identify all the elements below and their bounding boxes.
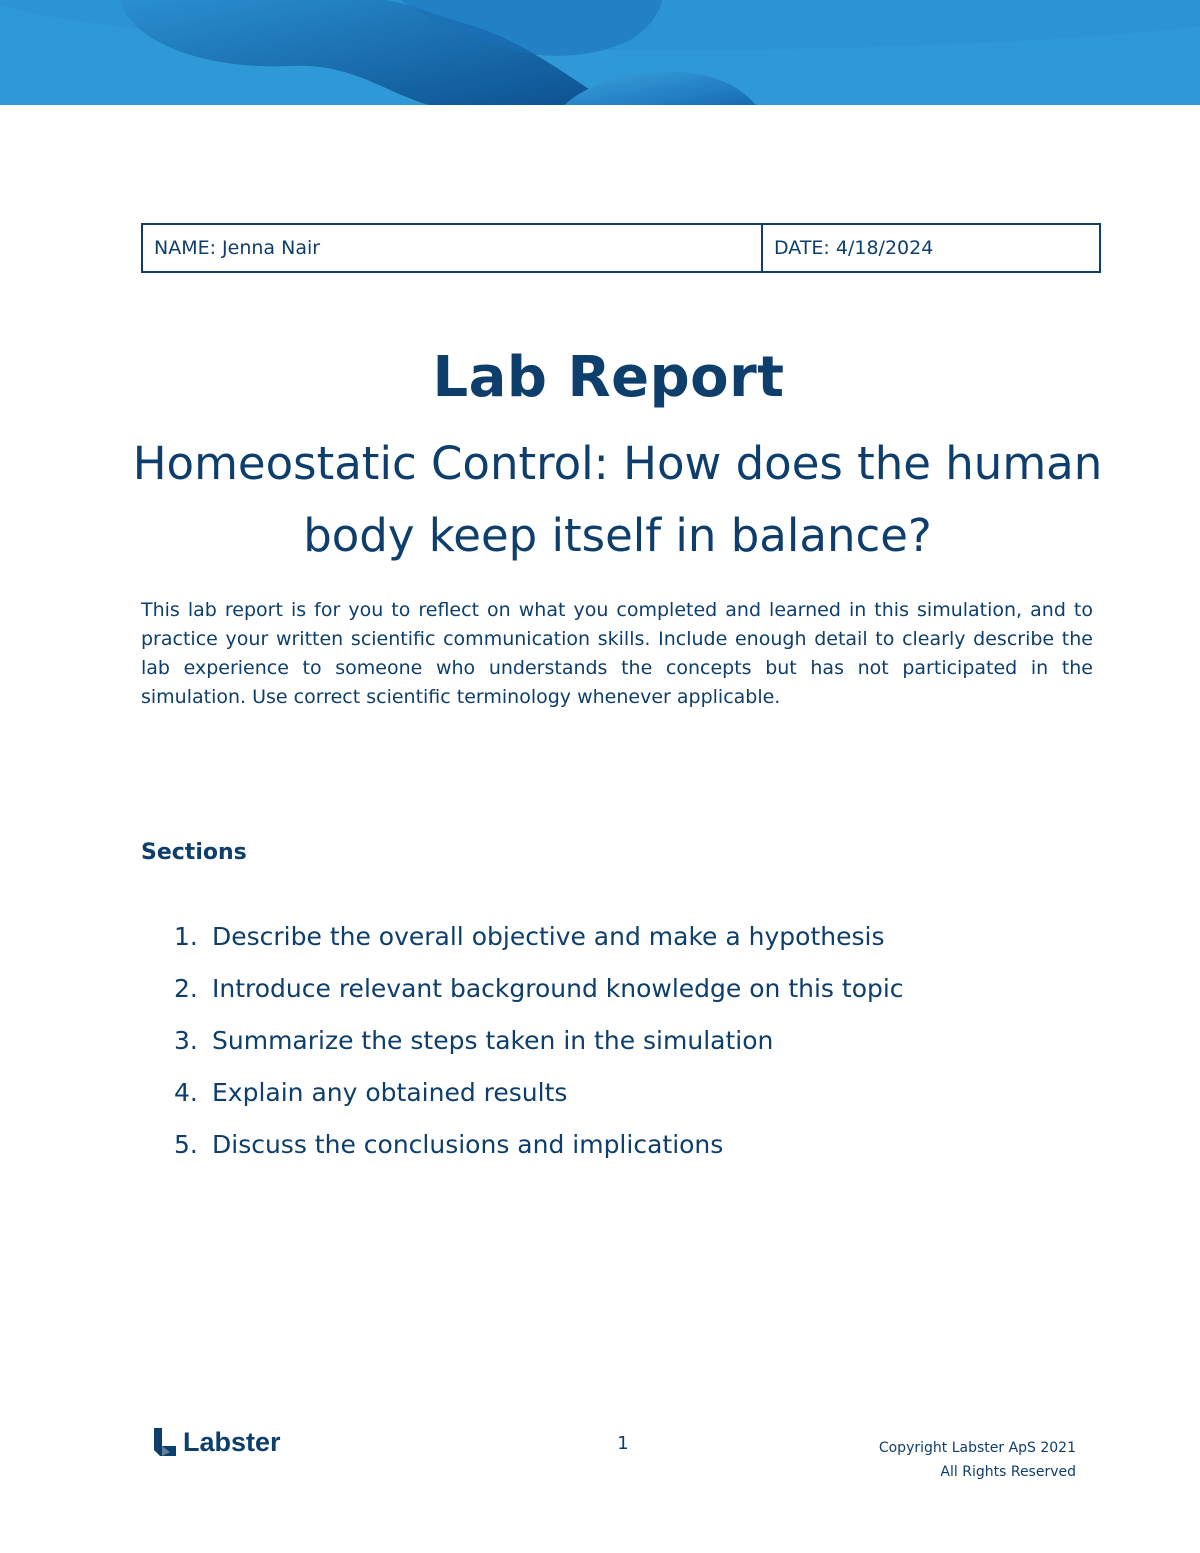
date-cell[interactable]: DATE: 4/18/2024 bbox=[774, 237, 934, 259]
list-item-number: 3. bbox=[174, 1026, 198, 1055]
list-item-text: Explain any obtained results bbox=[212, 1078, 568, 1107]
list-item-number: 2. bbox=[174, 974, 198, 1003]
labster-logo-icon bbox=[152, 1426, 178, 1458]
list-item bbox=[174, 1127, 904, 1179]
page-title: Lab Report bbox=[432, 345, 785, 410]
list-item bbox=[174, 1075, 904, 1127]
intro-paragraph: This lab report is for you to reflect on what you completed and learned in this simulation, and to practice your written scientific communication skills. Include enough detail to clearly describe the lab experience to someone who understands the concepts but has not participated in the simulation. Use correct scientific terminology whenever applicable. bbox=[141, 599, 1093, 708]
list-item-text: Discuss the conclusions and implications bbox=[212, 1130, 724, 1159]
rights-line: All Rights Reserved bbox=[940, 1464, 1076, 1480]
copyright-line: Copyright Labster ApS 2021 bbox=[878, 1440, 1076, 1456]
list-item-number: 1. bbox=[174, 922, 198, 951]
sections-heading: Sections bbox=[141, 840, 247, 865]
list-item bbox=[174, 919, 904, 971]
labster-logo bbox=[152, 1426, 281, 1458]
banner-graphic bbox=[0, 0, 1200, 105]
list-item bbox=[174, 971, 904, 1023]
sections-list bbox=[174, 919, 904, 1179]
page-subtitle: Homeostatic Control: How does the human body keep itself in balance? bbox=[132, 437, 1103, 562]
list-item-number: 5. bbox=[174, 1130, 198, 1159]
list-item-text: Introduce relevant background knowledge on this topic bbox=[212, 974, 904, 1003]
list-item-text: Describe the overall objective and make a hypothesis bbox=[212, 922, 885, 951]
copyright-notice bbox=[879, 1436, 1076, 1484]
name-cell[interactable]: NAME: Jenna Nair bbox=[143, 225, 763, 271]
page-number: 1 bbox=[617, 1433, 629, 1454]
list-item bbox=[174, 1023, 904, 1075]
list-item-number: 4. bbox=[174, 1078, 198, 1107]
list-item-text: Summarize the steps taken in the simulation bbox=[212, 1026, 774, 1055]
header-banner bbox=[0, 0, 1200, 105]
logo-text: Labster bbox=[183, 1426, 281, 1457]
name-date-table bbox=[141, 223, 1101, 273]
